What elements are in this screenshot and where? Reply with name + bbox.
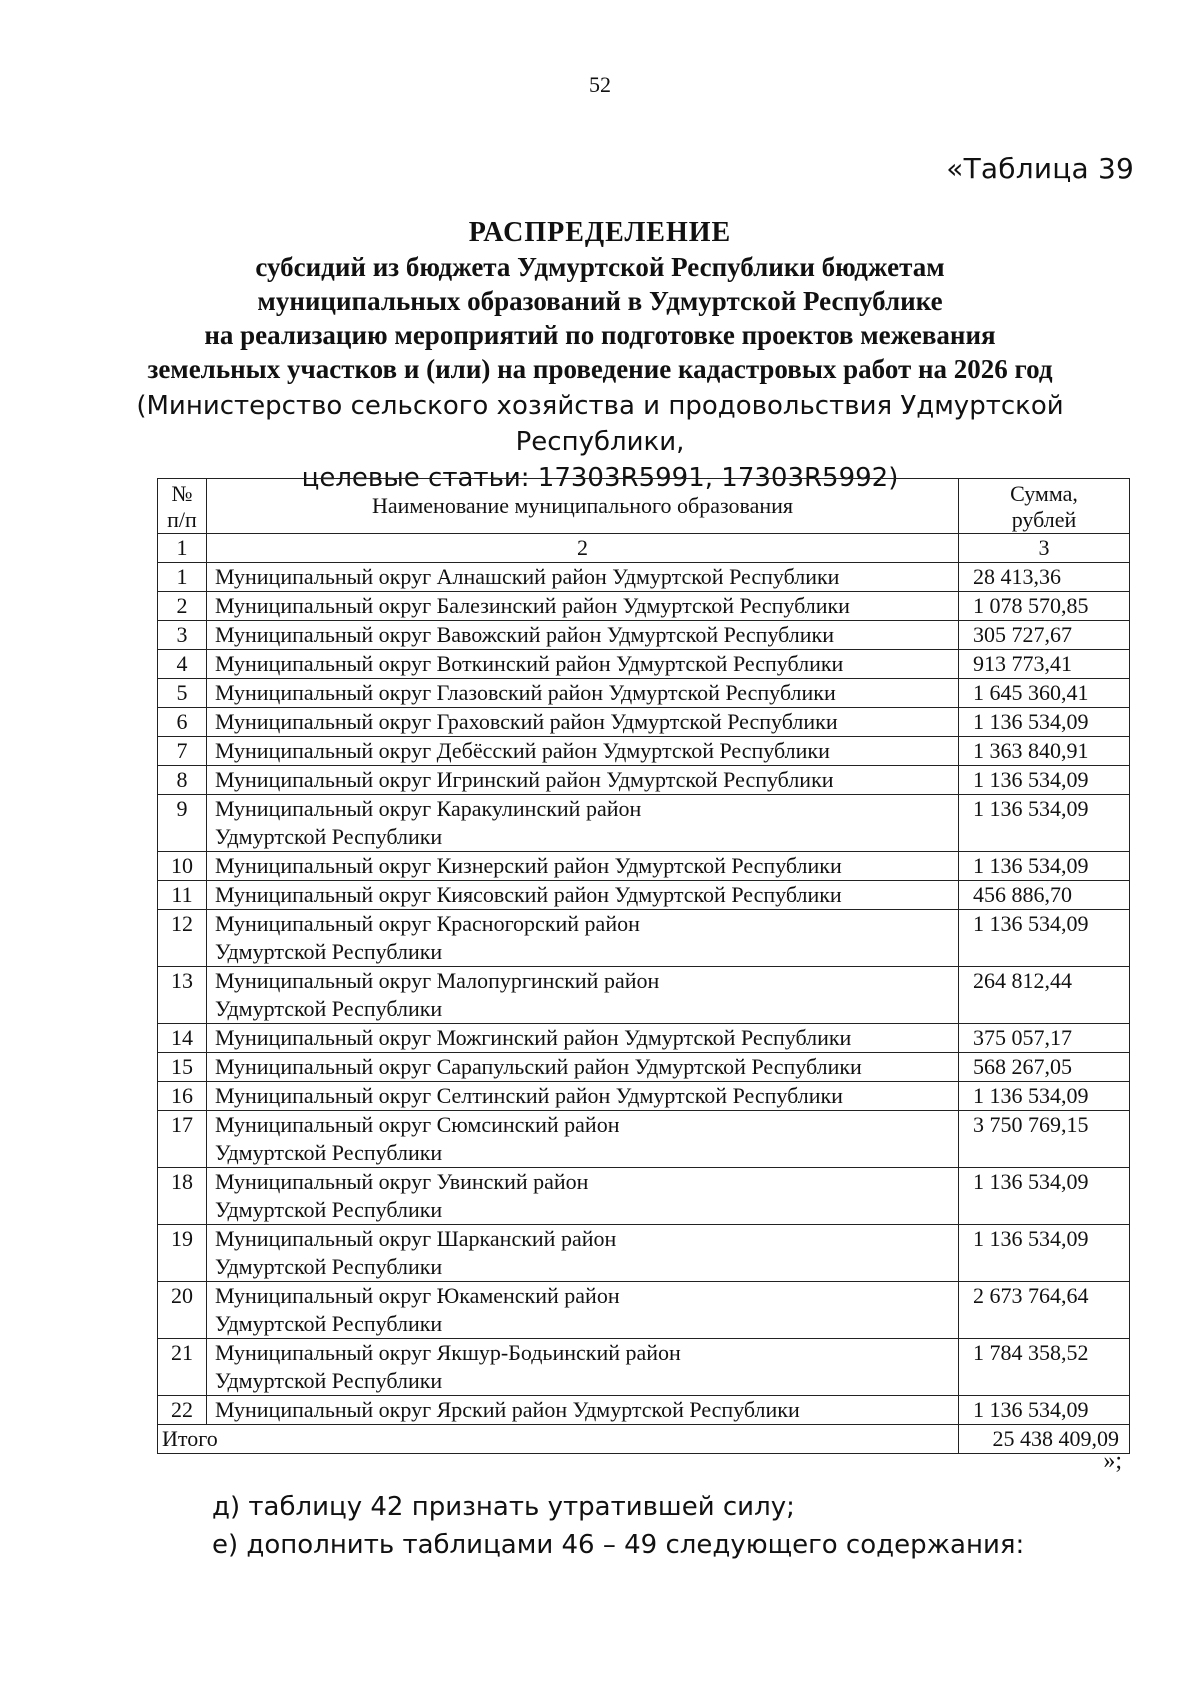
row-municipality-name — [207, 881, 959, 910]
municipality-name-line: Удмуртской Республики — [215, 939, 443, 964]
table-row — [158, 910, 1130, 967]
row-municipality-name — [207, 650, 959, 679]
table-row — [158, 1053, 1130, 1082]
municipality-name-line: Муниципальный округ Шарканский район — [215, 1226, 617, 1251]
row-municipality-name — [207, 592, 959, 621]
heading-line: земельных участков и (или) на проведение кадастровых работ на 2026 год — [147, 354, 1053, 384]
column-index: 3 — [959, 534, 1130, 563]
municipality-name-line: Муниципальный округ Юкаменский район — [215, 1283, 620, 1308]
heading-line: на реализацию мероприятий по подготовке проектов межевания — [204, 320, 996, 350]
row-number: 11 — [158, 881, 207, 910]
municipality-name-line: Удмуртской Республики — [215, 824, 443, 849]
row-municipality-name — [207, 563, 959, 592]
page-number: 52 — [589, 72, 611, 97]
row-sum: 375 057,17 — [959, 1024, 1130, 1053]
row-sum: 1 136 534,09 — [959, 1396, 1130, 1425]
municipality-name-line: Удмуртской Республики — [215, 1311, 443, 1336]
row-sum: 456 886,70 — [959, 881, 1130, 910]
row-number: 15 — [158, 1053, 207, 1082]
row-number: 1 — [158, 563, 207, 592]
row-municipality-name — [207, 852, 959, 881]
table-body — [158, 563, 1130, 1425]
column-index: 1 — [158, 534, 207, 563]
municipality-name-line: Муниципальный округ Граховский район Удмуртской Республики — [215, 709, 838, 734]
municipality-name-line: Муниципальный округ Воткинский район Удмуртской Республики — [215, 651, 844, 676]
table-row — [158, 1339, 1130, 1396]
row-sum: 1 136 534,09 — [959, 708, 1130, 737]
row-number: 9 — [158, 795, 207, 852]
row-number: 19 — [158, 1225, 207, 1282]
row-sum: 305 727,67 — [959, 621, 1130, 650]
row-sum: 264 812,44 — [959, 967, 1130, 1024]
distribution-table — [157, 478, 1130, 1454]
row-municipality-name — [207, 1396, 959, 1425]
row-municipality-name — [207, 795, 959, 852]
row-number: 8 — [158, 766, 207, 795]
total-label: Итого — [158, 1425, 959, 1454]
table-row — [158, 1225, 1130, 1282]
header-name: Наименование муниципального образования — [207, 479, 959, 534]
municipality-name-line: Муниципальный округ Малопургинский район — [215, 968, 660, 993]
heading-subline: (Министерство сельского хозяйства и продовольствия Удмуртской Республики, — [136, 391, 1064, 457]
row-sum: 1 363 840,91 — [959, 737, 1130, 766]
row-municipality-name — [207, 910, 959, 967]
header-sum-line2: рублей — [1011, 507, 1077, 532]
row-number: 13 — [158, 967, 207, 1024]
row-municipality-name — [207, 1111, 959, 1168]
table-row — [158, 1024, 1130, 1053]
row-number: 18 — [158, 1168, 207, 1225]
municipality-name-line: Удмуртской Республики — [215, 1197, 443, 1222]
table-row — [158, 563, 1130, 592]
municipality-name-line: Муниципальный округ Игринский район Удмуртской Республики — [215, 767, 834, 792]
row-sum: 1 078 570,85 — [959, 592, 1130, 621]
row-municipality-name — [207, 1024, 959, 1053]
row-sum: 1 136 534,09 — [959, 852, 1130, 881]
heading-line: субсидий из бюджета Удмуртской Республики бюджетам — [255, 252, 945, 282]
municipality-name-line: Муниципальный округ Балезинский район Удмуртской Республики — [215, 593, 850, 618]
row-sum: 1 136 534,09 — [959, 910, 1130, 967]
row-number: 20 — [158, 1282, 207, 1339]
row-number: 6 — [158, 708, 207, 737]
municipality-name-line: Муниципальный округ Якшур-Бодьинский район — [215, 1340, 681, 1365]
row-number: 12 — [158, 910, 207, 967]
row-sum: 1 136 534,09 — [959, 766, 1130, 795]
row-municipality-name — [207, 621, 959, 650]
row-sum: 568 267,05 — [959, 1053, 1130, 1082]
municipality-name-line: Муниципальный округ Глазовский район Удмуртской Республики — [215, 680, 836, 705]
row-municipality-name — [207, 1225, 959, 1282]
row-sum: 913 773,41 — [959, 650, 1130, 679]
table-row — [158, 737, 1130, 766]
header-sum — [959, 479, 1130, 534]
table-row — [158, 1282, 1130, 1339]
row-sum: 3 750 769,15 — [959, 1111, 1130, 1168]
closing-quote: »; — [1103, 1448, 1122, 1474]
municipality-name-line: Муниципальный округ Алнашский район Удмуртской Республики — [215, 564, 840, 589]
table-header-row — [158, 479, 1130, 534]
row-municipality-name — [207, 1339, 959, 1396]
row-number: 3 — [158, 621, 207, 650]
heading-subline: целевые статьи: 17303R5991, 17303R5992) — [301, 463, 899, 493]
row-municipality-name — [207, 766, 959, 795]
table-row — [158, 650, 1130, 679]
table-row — [158, 881, 1130, 910]
row-sum: 1 136 534,09 — [959, 1168, 1130, 1225]
municipality-name-line: Муниципальный округ Увинский район — [215, 1169, 589, 1194]
table-row — [158, 679, 1130, 708]
row-number: 17 — [158, 1111, 207, 1168]
table-row — [158, 1168, 1130, 1225]
table-row — [158, 795, 1130, 852]
row-number: 22 — [158, 1396, 207, 1425]
table-row — [158, 1082, 1130, 1111]
municipality-name-line: Муниципальный округ Вавожский район Удмуртской Республики — [215, 622, 835, 647]
municipality-name-line: Муниципальный округ Киясовский район Удмуртской Республики — [215, 882, 842, 907]
municipality-name-line: Муниципальный округ Кизнерский район Удмуртской Республики — [215, 853, 842, 878]
header-number-pp: п/п — [167, 507, 197, 532]
row-municipality-name — [207, 1053, 959, 1082]
header-number-sign: № — [171, 481, 193, 506]
paragraph-e: е) дополнить таблицами 46 – 49 следующего содержания: — [212, 1530, 1025, 1560]
table-reference: «Таблица 39 — [946, 152, 1134, 185]
document-heading — [130, 216, 1070, 496]
row-municipality-name — [207, 679, 959, 708]
heading-line: муниципальных образований в Удмуртской Республике — [257, 286, 943, 316]
row-number: 4 — [158, 650, 207, 679]
row-sum: 1 136 534,09 — [959, 1225, 1130, 1282]
column-index: 2 — [207, 534, 959, 563]
municipality-name-line: Удмуртской Республики — [215, 1140, 443, 1165]
municipality-name-line: Удмуртской Республики — [215, 1368, 443, 1393]
municipality-name-line: Муниципальный округ Ярский район Удмуртской Республики — [215, 1397, 800, 1422]
row-number: 14 — [158, 1024, 207, 1053]
row-number: 7 — [158, 737, 207, 766]
table-row — [158, 766, 1130, 795]
row-municipality-name — [207, 737, 959, 766]
table-row — [158, 1396, 1130, 1425]
row-municipality-name — [207, 1168, 959, 1225]
column-index-row — [158, 534, 1130, 563]
header-sum-line1: Сумма, — [1010, 481, 1078, 506]
table-row — [158, 621, 1130, 650]
row-sum: 28 413,36 — [959, 563, 1130, 592]
municipality-name-line: Муниципальный округ Сюмсинский район — [215, 1112, 620, 1137]
municipality-name-line: Муниципальный округ Селтинский район Удмуртской Республики — [215, 1083, 843, 1108]
municipality-name-line: Муниципальный округ Дебёсский район Удмуртской Республики — [215, 738, 830, 763]
table-row — [158, 592, 1130, 621]
row-municipality-name — [207, 1282, 959, 1339]
row-sum: 2 673 764,64 — [959, 1282, 1130, 1339]
municipality-name-line: Удмуртской Республики — [215, 1254, 443, 1279]
row-number: 2 — [158, 592, 207, 621]
row-number: 21 — [158, 1339, 207, 1396]
table-row — [158, 1111, 1130, 1168]
municipality-name-line: Удмуртской Республики — [215, 996, 443, 1021]
heading-title: РАСПРЕДЕЛЕНИЕ — [468, 217, 732, 248]
municipality-name-line: Муниципальный округ Каракулинский район — [215, 796, 642, 821]
total-sum: 25 438 409,09 — [959, 1425, 1130, 1454]
row-sum: 1 645 360,41 — [959, 679, 1130, 708]
paragraph-d: д) таблицу 42 признать утратившей силу; — [212, 1492, 795, 1522]
row-sum: 1 136 534,09 — [959, 1082, 1130, 1111]
total-row — [158, 1425, 1130, 1454]
row-number: 10 — [158, 852, 207, 881]
row-sum: 1 784 358,52 — [959, 1339, 1130, 1396]
municipality-name-line: Муниципальный округ Красногорский район — [215, 911, 640, 936]
row-municipality-name — [207, 967, 959, 1024]
municipality-name-line: Муниципальный округ Сарапульский район Удмуртской Республики — [215, 1054, 862, 1079]
row-sum: 1 136 534,09 — [959, 795, 1130, 852]
row-number: 16 — [158, 1082, 207, 1111]
row-municipality-name — [207, 1082, 959, 1111]
table-row — [158, 967, 1130, 1024]
header-number — [158, 479, 207, 534]
municipality-name-line: Муниципальный округ Можгинский район Удмуртской Республики — [215, 1025, 852, 1050]
table-row — [158, 852, 1130, 881]
row-municipality-name — [207, 708, 959, 737]
row-number: 5 — [158, 679, 207, 708]
table-row — [158, 708, 1130, 737]
